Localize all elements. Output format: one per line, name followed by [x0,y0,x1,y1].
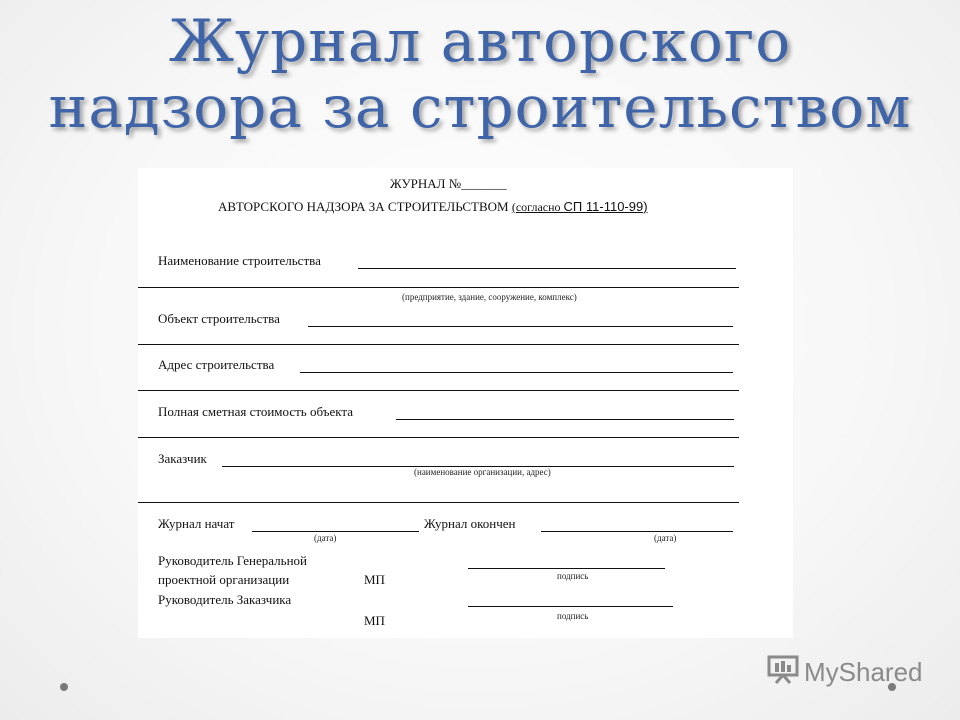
cost-underline [396,419,734,420]
head-customer-label: Руководитель Заказчика [158,592,292,607]
construction-name-underline [358,268,736,269]
signature-customer-hint: подпись [557,611,589,621]
customer-hint: (наименование организации, адрес) [414,467,551,477]
journal-header-title [218,199,648,215]
seal-general: МП [364,572,385,587]
presentation-screen-icon [766,654,804,691]
slide-title-line-1: Журнал авторского [168,7,792,75]
journal-header-standard: СП 11-110-99) [563,199,648,214]
customer-line-2 [138,502,739,503]
journal-started-underline [252,531,419,532]
journal-header-reference-prefix: (согласно [511,200,564,214]
journal-header-number: ЖУРНАЛ №_______ [390,176,507,191]
slide-title [0,8,960,140]
address-line-2 [138,390,739,391]
signature-customer-line [468,606,673,607]
journal-header-reference [512,200,648,214]
construction-name-line-2 [138,287,739,288]
object-line-2 [138,344,739,345]
construction-name-hint: (предприятие, здание, сооружение, комплекс) [402,292,577,302]
slide-title-line-2: надзора за строительством [48,73,912,141]
journal-ended-underline [541,531,733,532]
journal-started-date-hint: (дата) [314,533,337,543]
address-underline [300,372,733,373]
journal-ended-date-hint: (дата) [654,533,677,543]
customer-label: Заказчик [158,451,207,466]
head-general-line-1: Руководитель Генеральной [158,553,307,568]
myshared-logo [766,654,923,691]
logo-text: MyShared [804,657,923,687]
construction-name-label: Наименование строительства [158,253,321,268]
slide-bullet-left [60,683,68,691]
signature-general-line [468,568,665,569]
signature-general-hint: подпись [557,571,589,581]
seal-customer: МП [364,613,385,628]
journal-started-label: Журнал начат [158,516,235,531]
cost-line-2 [138,437,739,438]
journal-ended-label: Журнал окончен [424,516,516,531]
object-underline [308,326,733,327]
journal-header-main: АВТОРСКОГО НАДЗОРА ЗА СТРОИТЕЛЬСТВОМ [218,199,512,214]
cost-label: Полная сметная стоимость объекта [158,404,354,419]
head-general-line-2: проектной организации [158,572,290,587]
address-label: Адрес строительства [158,357,275,372]
object-label: Объект строительства [158,311,280,326]
journal-form-document [138,168,793,638]
